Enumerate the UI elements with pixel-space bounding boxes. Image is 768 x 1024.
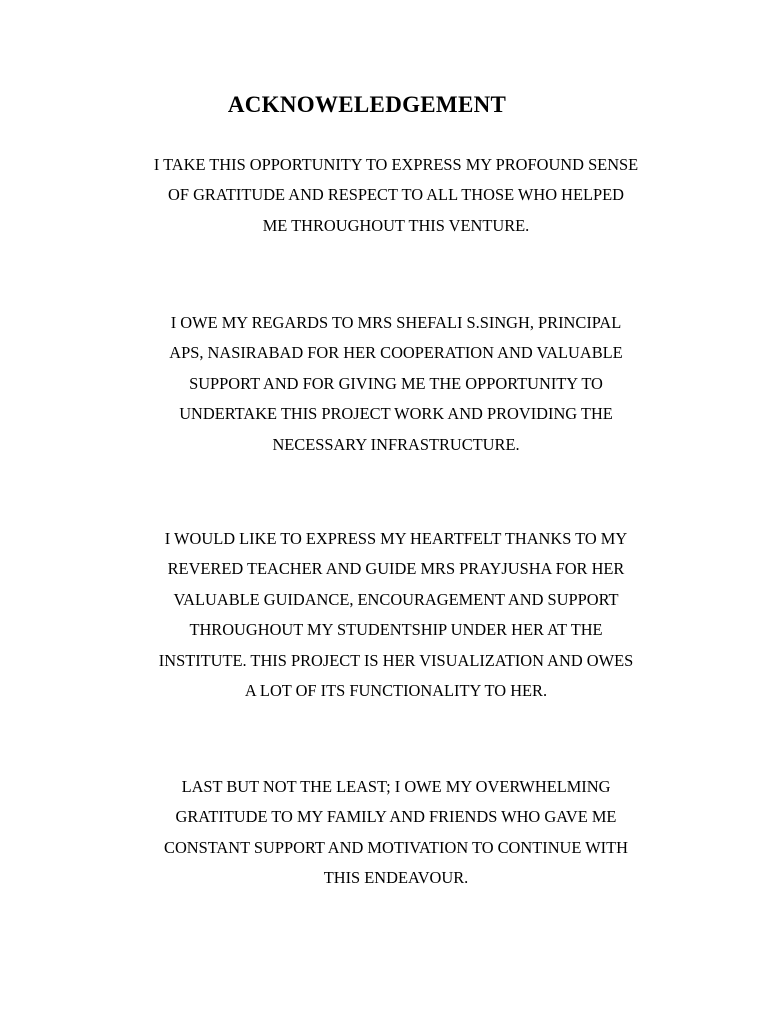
- paragraph-opportunity: [98, 150, 694, 241]
- paragraph-line: INSTITUTE. THIS PROJECT IS HER VISUALIZATION AND OWES: [158, 650, 634, 670]
- paragraph-line: I WOULD LIKE TO EXPRESS MY HEARTFELT THANKS TO MY: [164, 529, 628, 548]
- paragraph-line: SUPPORT AND FOR GIVING ME THE OPPORTUNITY TO: [189, 373, 603, 393]
- paragraph-family: [110, 772, 682, 894]
- page-title: ACKNOWELEDGEMENT: [227, 92, 507, 117]
- paragraph-teacher: [110, 524, 682, 706]
- paragraph-line: CONSTANT SUPPORT AND MOTIVATION TO CONTINUE WITH: [164, 837, 628, 857]
- paragraph-line: REVERED TEACHER AND GUIDE MRS PRAYJUSHA FOR HER: [167, 559, 625, 579]
- paragraph-principal: [110, 308, 682, 460]
- paragraph-line: ME THROUGHOUT THIS VENTURE.: [262, 215, 530, 235]
- paragraph-line: I TAKE THIS OPPORTUNITY TO EXPRESS MY PROFOUND SENSE: [153, 155, 639, 174]
- paragraph-line: VALUABLE GUIDANCE, ENCOURAGEMENT AND SUPPORT: [173, 589, 619, 609]
- paragraph-line: THROUGHOUT MY STUDENTSHIP UNDER HER AT THE: [189, 620, 603, 640]
- paragraph-line: NECESSARY INFRASTRUCTURE.: [272, 434, 520, 454]
- paragraph-line: A LOT OF ITS FUNCTIONALITY TO HER.: [244, 681, 548, 701]
- paragraph-line: APS, NASIRABAD FOR HER COOPERATION AND VALUABLE: [169, 343, 623, 363]
- paragraph-line: OF GRATITUDE AND RESPECT TO ALL THOSE WHO HELPED: [168, 185, 624, 205]
- paragraph-line: THIS ENDEAVOUR.: [323, 868, 469, 888]
- paragraph-line: UNDERTAKE THIS PROJECT WORK AND PROVIDING THE: [179, 404, 613, 424]
- paragraph-line: I OWE MY REGARDS TO MRS SHEFALI S.SINGH, PRINCIPAL: [170, 313, 622, 332]
- paragraph-line: GRATITUDE TO MY FAMILY AND FRIENDS WHO GAVE ME: [175, 807, 617, 827]
- paragraph-line: LAST BUT NOT THE LEAST; I OWE MY OVERWHELMING: [181, 777, 611, 796]
